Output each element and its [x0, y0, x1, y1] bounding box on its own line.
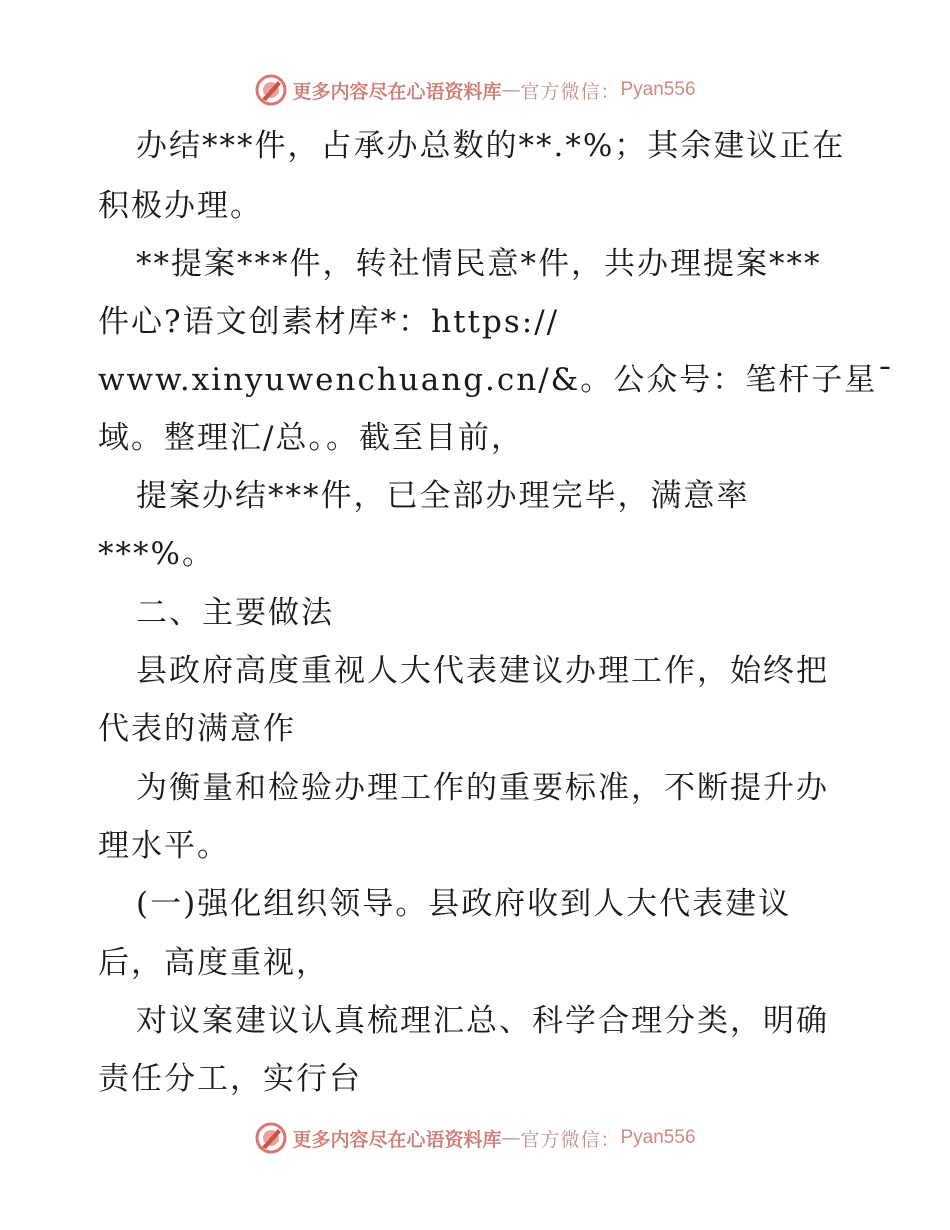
body-line: www.xinyuwenchuang.cn/&。公众号：笔杆子星¯ [98, 362, 895, 398]
header-separator: — [501, 79, 521, 101]
footer-contact-label: 官方微信： [520, 1128, 621, 1151]
header-brand: 更多内容尽在心语资料库 [292, 80, 502, 103]
body-line: 责任分工，实行台 [98, 1061, 362, 1097]
body-line: ***%。 [98, 536, 215, 572]
quill-logo-icon [254, 1121, 288, 1155]
section-heading: 二、主要做法 [136, 595, 334, 631]
header-contact-handle: Pyan556 [620, 79, 696, 100]
body-line: **提案***件，转社情民意*件，共办理提案*** [136, 246, 822, 282]
footer-brand: 更多内容尽在心语资料库 [292, 1128, 502, 1151]
footer-banner [0, 1118, 950, 1158]
body-line: 办结***件，占承办总数的**.*%；其余建议正在 [136, 128, 846, 164]
body-line: 理水平。 [98, 828, 230, 864]
body-line: 提案办结***件，已全部办理完毕，满意率 [136, 478, 750, 514]
body-line: 为衡量和检验办理工作的重要标准，不断提升办 [136, 770, 829, 806]
body-line: 件心?语文创素材库*：https:// [98, 304, 560, 340]
header-banner [0, 70, 950, 110]
body-line: 县政府高度重视人大代表建议办理工作，始终把 [136, 653, 829, 689]
quill-logo-icon [254, 73, 288, 107]
header-contact-label: 官方微信： [520, 80, 621, 103]
footer-separator: — [501, 1127, 521, 1149]
body-line: 积极办理。 [98, 188, 263, 224]
body-line: 代表的满意作 [98, 711, 296, 747]
body-line: 后，高度重视， [98, 945, 329, 981]
body-line: 对议案建议认真梳理汇总、科学合理分类，明确 [136, 1003, 829, 1039]
footer-contact-handle: Pyan556 [620, 1127, 696, 1148]
body-line: 域。整理汇/总。。截至目前， [98, 420, 524, 456]
body-line: (一)强化组织领导。县政府收到人大代表建议 [136, 886, 792, 922]
